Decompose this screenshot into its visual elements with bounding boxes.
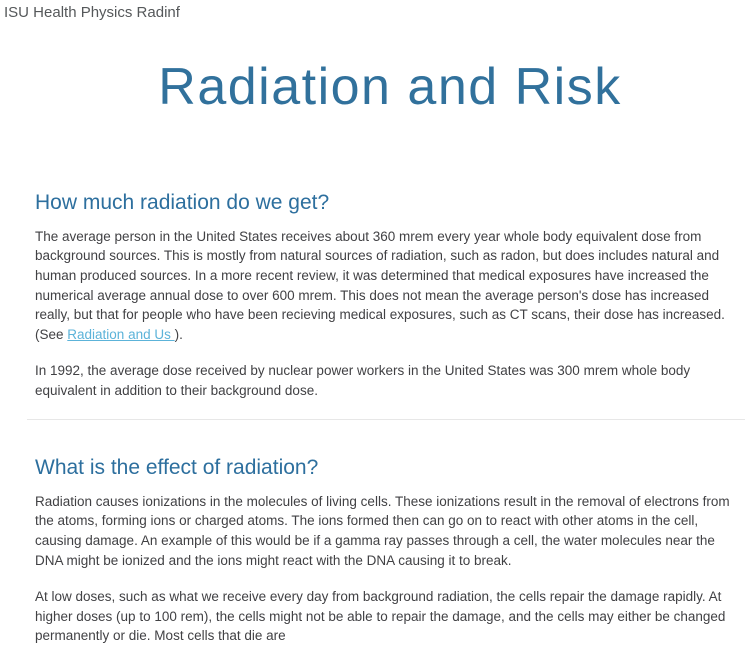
paragraph-text-after-link: ). (174, 326, 183, 342)
section-heading-effect-of-radiation: What is the effect of radiation? (35, 455, 319, 479)
paragraph-text-before-link: The average person in the United States receives about 360 mrem every year whole body equivalent dose from background sources. This is mostly from natural sources of radiation, such as radon, but does includes natural and human produced sources. In a more recent review, it was determined that medical exposures have increased the numerical average annual dose to over 600 mrem. This does not mean the average person's dose has increased really, but that for people who have been recieving medical exposures, such as CT scans, their dose has increased. (See (35, 228, 725, 342)
section-effect-of-radiation (35, 456, 745, 646)
radiation-and-us-link[interactable]: Radiation and Us (67, 326, 175, 342)
paragraph-nuclear-workers-dose: In 1992, the average dose received by nuclear power workers in the United States was 300 mrem whole body equivalent in addition to their background dose. (35, 363, 691, 399)
section-how-much-radiation (35, 191, 745, 401)
paragraph-ionizations: Radiation causes ionizations in the molecules of living cells. These ionizations result in the removal of electrons from the atoms, forming ions or charged atoms. The ions formed then can go on to react with other atoms in the cell, causing damage. An example of this would be if a gamma ray passes through a cell, the water molecules near the DNA might be ionized and the ions might react with the DNA causing it to break. (35, 493, 730, 568)
paragraph-average-dose (35, 227, 745, 345)
page-content (35, 58, 745, 646)
section-heading-how-much-radiation: How much radiation do we get? (35, 190, 330, 214)
page-title: Radiation and Risk (158, 58, 622, 116)
section-divider (27, 419, 745, 420)
site-title: ISU Health Physics Radinf (4, 4, 180, 21)
paragraph-low-doses: At low doses, such as what we receive every day from background radiation, the cells repair the damage rapidly. At higher doses (up to 100 rem), the cells might not be able to repair the damage, and the cells may either be changed permanently or die. Most cells that die are (35, 589, 726, 644)
